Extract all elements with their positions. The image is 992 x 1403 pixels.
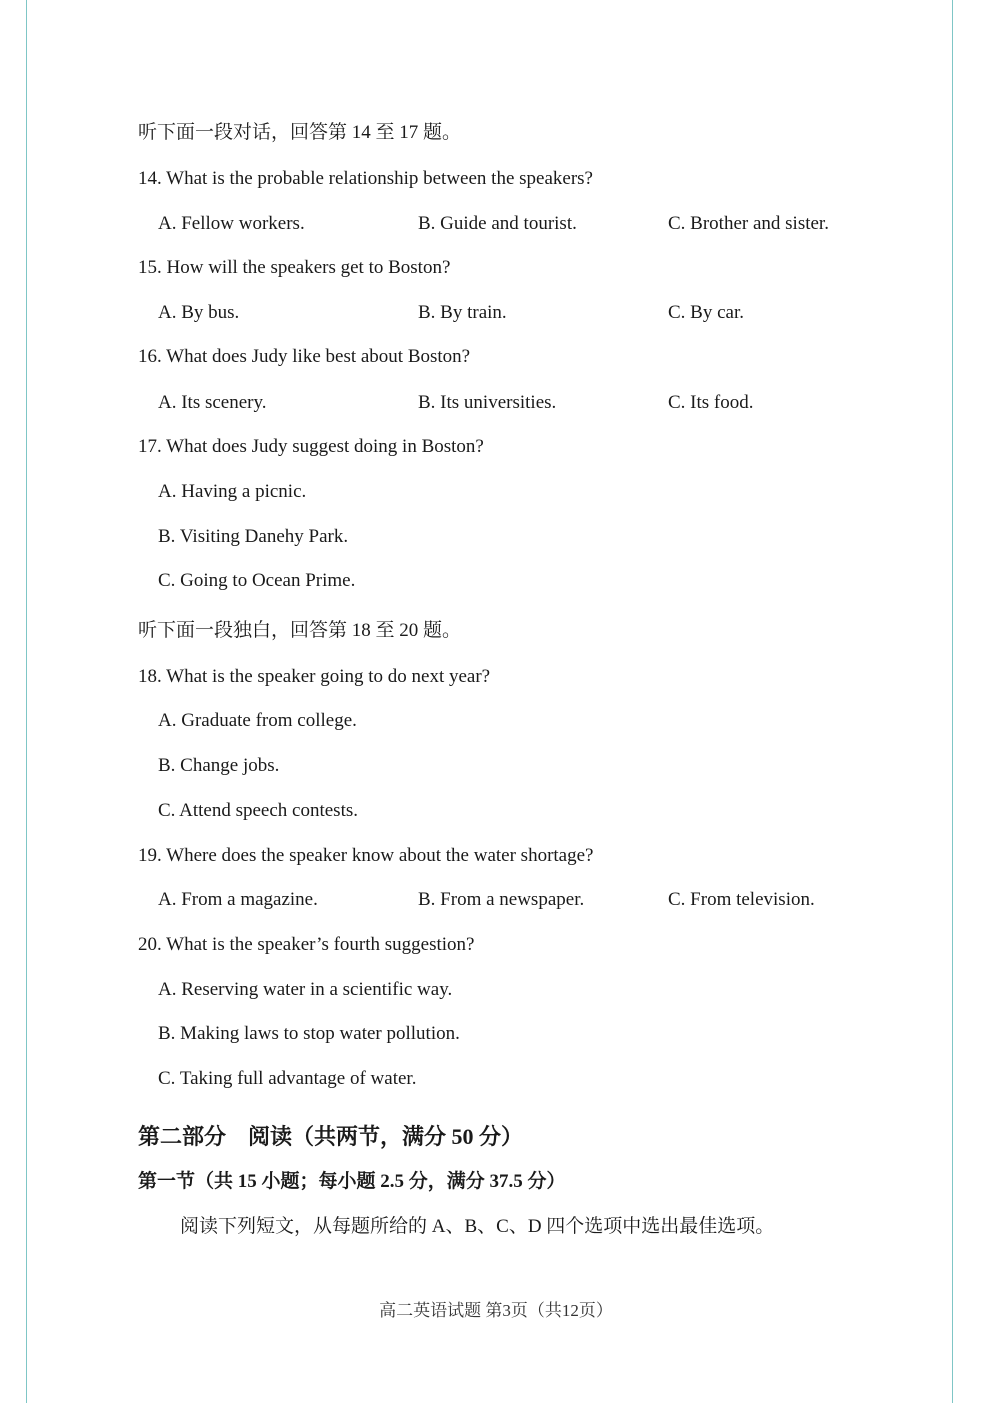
page-border-right (952, 0, 953, 1403)
monologue-intro: 听下面一段独白，回答第 18 至 20 题。 (138, 620, 462, 641)
q17-option-a: A. Having a picnic. (158, 481, 307, 502)
q18-option-c: C. Attend speech contests. (158, 800, 358, 821)
question-16: 16. What does Judy like best about Boston? (138, 346, 471, 367)
question-19: 19. Where does the speaker know about the water shortage? (138, 845, 594, 866)
q15-option-b: B. By train. (418, 302, 507, 323)
page-footer: 高二英语试题 第3页（共12页） (379, 1301, 613, 1320)
q16-option-c: C. Its food. (668, 392, 754, 413)
question-17: 17. What does Judy suggest doing in Boston? (138, 436, 484, 457)
section-one-title: 第一节（共 15 小题；每小题 2.5 分，满分 37.5 分） (138, 1171, 566, 1192)
q19-option-c: C. From television. (668, 889, 815, 910)
question-14: 14. What is the probable relationship between the speakers? (138, 168, 593, 189)
section-one-instruction: 阅读下列短文，从每题所给的 A、B、C、D 四个选项中选出最佳选项。 (180, 1216, 775, 1237)
q15-option-c: C. By car. (668, 302, 744, 323)
q17-option-c: C. Going to Ocean Prime. (158, 570, 356, 591)
dialogue-intro: 听下面一段对话，回答第 14 至 17 题。 (138, 122, 462, 143)
page-border-left (26, 0, 27, 1403)
q20-option-c: C. Taking full advantage of water. (158, 1068, 417, 1089)
q19-option-b: B. From a newspaper. (418, 889, 585, 910)
q18-option-a: A. Graduate from college. (158, 710, 357, 731)
question-20: 20. What is the speaker’s fourth suggestion? (138, 934, 475, 955)
question-18: 18. What is the speaker going to do next year? (138, 666, 491, 687)
q15-option-a: A. By bus. (158, 302, 240, 323)
q20-option-b: B. Making laws to stop water pollution. (158, 1023, 460, 1044)
q19-option-a: A. From a magazine. (158, 889, 318, 910)
q18-option-b: B. Change jobs. (158, 755, 280, 776)
q16-option-b: B. Its universities. (418, 392, 557, 413)
q20-option-a: A. Reserving water in a scientific way. (158, 979, 453, 1000)
q14-option-c: C. Brother and sister. (668, 213, 829, 234)
q17-option-b: B. Visiting Danehy Park. (158, 526, 349, 547)
q14-option-b: B. Guide and tourist. (418, 213, 577, 234)
part-two-title: 第二部分 阅读（共两节，满分 50 分） (138, 1124, 524, 1149)
q14-option-a: A. Fellow workers. (158, 213, 305, 234)
question-15: 15. How will the speakers get to Boston? (138, 257, 451, 278)
q16-option-a: A. Its scenery. (158, 392, 267, 413)
